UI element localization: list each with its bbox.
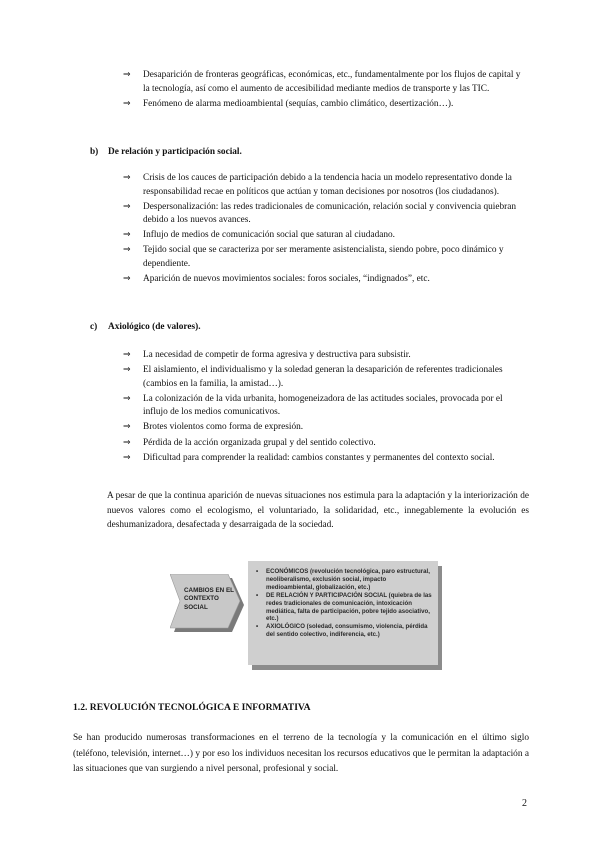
list-item: ⇒ Crisis de los cauces de participación debido a la tendencia hacia un modelo representativo donde la responsabilidad recae en políticos que actúan y toman decisiones por nosotros (los ciudadanos).: [123, 173, 512, 197]
list-item: ⇒ Brotes violentos como forma de expresión.: [123, 421, 528, 435]
double-arrow-icon: ⇒: [123, 452, 131, 463]
list-item: ⇒ Influjo de medios de comunicación social que saturan al ciudadano.: [123, 229, 528, 243]
bullet-dot-icon: •: [256, 623, 259, 631]
list-item: ⇒ Aparición de nuevos movimientos sociales: foros sociales, “indignados”, etc.: [123, 273, 528, 287]
double-arrow-icon: ⇒: [123, 98, 131, 109]
double-arrow-icon: ⇒: [123, 274, 131, 285]
double-arrow-icon: ⇒: [123, 173, 131, 183]
double-arrow-icon: ⇒: [123, 201, 131, 212]
bullet-dot-icon: •: [256, 568, 259, 575]
diagram-content-box: [248, 561, 438, 665]
section-heading-1-2: 1.2. REVOLUCIÓN TECNOLÓGICA E INFORMATIVA: [73, 702, 311, 713]
double-arrow-icon: ⇒: [123, 437, 131, 448]
diagram-item: • DE RELACIÓN Y PARTICIPACIÓN SOCIAL (quiebra de las redes tradicionales de comunicación, intoxicación mediática, falta de participación, pobre tejido asociativo, etc.): [256, 591, 432, 623]
list-item: ⇒ Dificultad para comprender la realidad: cambios constantes y permanentes del contexto social.: [123, 452, 528, 466]
list-item: ⇒ Tejido social que se caracteriza por ser meramente asistencialista, siendo pobre, poco dinámico y dependiente.: [123, 245, 504, 270]
diagram-arrow-label: CAMBIOS EN EL CONTEXTO SOCIAL: [184, 587, 234, 611]
double-arrow-icon: ⇒: [123, 365, 131, 376]
context-changes-diagram: [170, 561, 440, 673]
list-item: ⇒ La necesidad de competir de forma agresiva y destructiva para subsistir.: [123, 349, 528, 363]
list-item: ⇒ Despersonalización: las redes tradicionales de comunicación, relación social y convivencia quiebran debido a los nuevos avances.: [123, 201, 517, 226]
page-number: 2: [522, 798, 527, 809]
double-arrow-icon: ⇒: [123, 245, 131, 256]
bullet-list-top: [123, 69, 528, 113]
section-heading-c: c) Axiológico (de valores).: [90, 322, 201, 332]
bullet-list-c: [123, 349, 528, 467]
double-arrow-icon: ⇒: [123, 422, 131, 433]
list-item: ⇒ Pérdida de la acción organizada grupal y del sentido colectivo.: [123, 437, 528, 451]
list-item: ⇒ La colonización de la vida urbanita, homogeneizadora de las actitudes sociales, provocada por el influjo de los medios comunicativos.: [123, 393, 503, 418]
double-arrow-icon: ⇒: [123, 70, 131, 80]
double-arrow-icon: ⇒: [123, 230, 131, 241]
list-item: ⇒ El aislamiento, el individualismo y la soledad generan la desaparición de referentes tradicionales (cambios en la familia, la amistad…).: [123, 365, 503, 389]
diagram-item: • AXIOLÓGICO (soledad, consumismo, violencia, pérdida del sentido colectivo, indiferencia, etc.): [256, 623, 428, 639]
diagram-item: • ECONÓMICOS (revolución tecnológica, paro estructural, neoliberalismo, exclusión social, impacto medioambiental, globalización, etc.): [256, 568, 430, 591]
list-item: ⇒ Desaparición de fronteras geográficas, económicas, etc., fundamentalmente por los flujos de capital y la tecnología, así como el aumento de accesibilidad mediante medios de transporte y las TIC.: [123, 70, 521, 94]
double-arrow-icon: ⇒: [123, 393, 131, 404]
diagram-arrow: [170, 574, 244, 624]
double-arrow-icon: ⇒: [123, 350, 131, 360]
section-heading-b: b) De relación y participación social.: [90, 147, 242, 157]
bullet-list-b: [123, 172, 528, 288]
bullet-dot-icon: •: [256, 591, 259, 599]
paragraph-conclusion: A pesar de que la continua aparición de nuevas situaciones nos estimula para la adaptación y la interiorización de nuevos valores como el ecologismo, el voluntariado, la solidaridad, etc., innegablemente la evolución es deshumanizadora, desafectada y desarraigada de la sociedad.: [107, 491, 529, 530]
list-item: ⇒ Fenómeno de alarma medioambiental (sequías, cambio climático, desertización…).: [123, 98, 528, 112]
paragraph-technology: Se han producido numerosas transformaciones en el terreno de la tecnología y la comunicación en el último siglo (teléfono, televisión, internet…) y por eso los individuos necesitan los recursos educativos que le permitan la adaptación a las situaciones que van surgiendo a nivel personal, profesional y social.: [73, 733, 529, 774]
